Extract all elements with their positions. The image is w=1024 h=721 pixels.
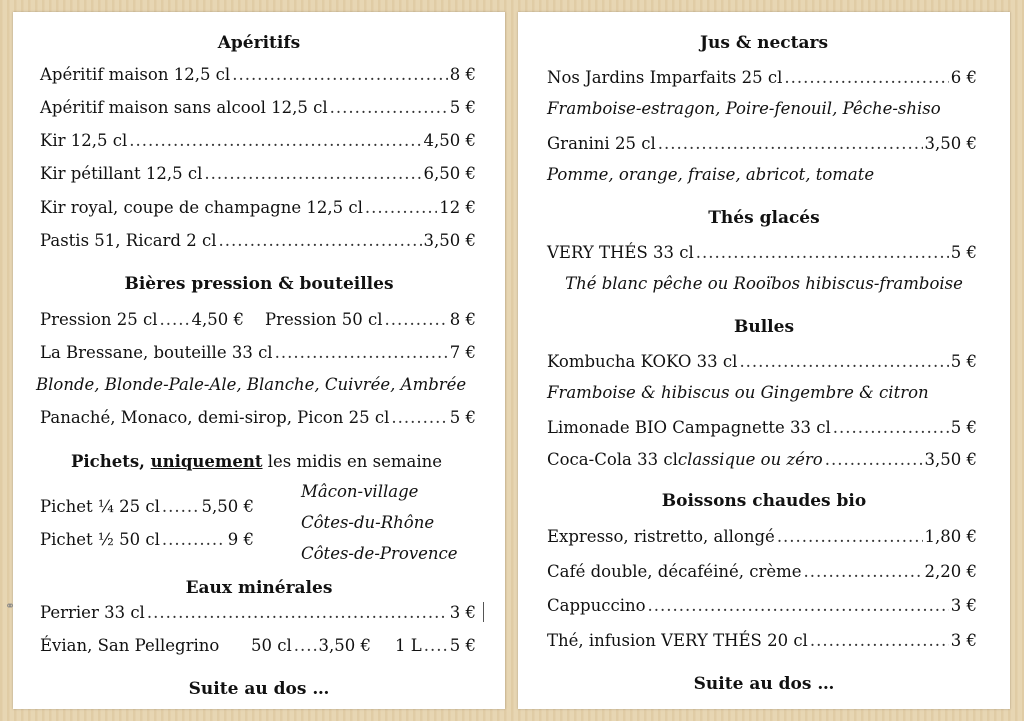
- item-size: 50 cl: [251, 636, 292, 655]
- section-title-bieres: Bières pression & bouteilles: [124, 274, 394, 294]
- menu-item-coca: [547, 448, 977, 472]
- item-name: Cappuccino: [547, 596, 646, 615]
- item-price: 5,50 €: [201, 497, 254, 516]
- menu-item: [547, 525, 977, 549]
- item-price: 5 €: [449, 98, 476, 117]
- item-name: Pichet ½ 50 cl: [40, 530, 160, 549]
- item-name: Perrier 33 cl: [40, 603, 145, 622]
- menu-item: [40, 96, 476, 120]
- menu-item-panache: [40, 406, 476, 430]
- item-name: Coca-Cola 33 cl: [547, 450, 678, 469]
- menu-item-bressane: [40, 341, 476, 365]
- menu-item: [40, 129, 476, 153]
- item-price: 3 €: [950, 596, 977, 615]
- item-name: Nos Jardins Imparfaits 25 cl: [547, 68, 783, 87]
- pichets-title-suffix: les midis en semaine: [262, 452, 442, 471]
- jardins-flavours: Framboise-estragon, Poire-fenouil, Pêche-shiso: [547, 99, 941, 118]
- bressane-varieties: Blonde, Blonde-Pale-Ale, Blanche, Cuivrée, Ambrée: [36, 375, 467, 394]
- item-price: 8 €: [449, 310, 476, 329]
- pichets-title-prefix: Pichets,: [71, 452, 151, 471]
- item-name: Expresso, ristretto, allongé: [547, 527, 775, 546]
- item-name: Café double, décaféiné, crème: [547, 562, 802, 581]
- wine-cotes-du-rhone: Côtes-du-Rhône: [301, 513, 435, 532]
- item-name: Panaché, Monaco, demi-sirop, Picon 25 cl: [40, 408, 390, 427]
- item-price: 3,50 €: [318, 636, 371, 655]
- menu-item-pichet-quart: [40, 495, 254, 519]
- menu-item: [40, 63, 476, 87]
- section-title-pichets: [71, 450, 442, 474]
- menu-item-evian-1l: [395, 634, 476, 658]
- item-price: 1,80 €: [924, 527, 977, 546]
- menu-item-kombucha: [547, 350, 977, 374]
- page-footer: Suite au dos …: [693, 674, 835, 694]
- item-price: 4,50 €: [191, 310, 244, 329]
- item-name: Apéritif maison 12,5 cl: [40, 65, 231, 84]
- item-price: 5 €: [950, 352, 977, 371]
- section-title-aperitifs: Apéritifs: [217, 33, 301, 53]
- item-price: 3,50 €: [924, 134, 977, 153]
- page-footer: Suite au dos …: [188, 679, 330, 699]
- item-name: Kir royal, coupe de champagne 12,5 cl: [40, 198, 363, 217]
- menu-item-very-thes: [547, 241, 977, 265]
- menu-item-pression-25: [40, 308, 244, 332]
- item-price: 5 €: [950, 243, 977, 262]
- wine-cotes-de-provence: Côtes-de-Provence: [301, 544, 458, 563]
- link-handle-icon: ⚭: [5, 599, 16, 613]
- granini-flavours: Pomme, orange, fraise, abricot, tomate: [547, 165, 875, 184]
- item-price: 6 €: [950, 68, 977, 87]
- menu-item-perrier: [40, 601, 476, 625]
- evian-name: Évian, San Pellegrino: [40, 636, 220, 655]
- item-price: 2,20 €: [924, 562, 977, 581]
- kombucha-flavours: Framboise & hibiscus ou Gingembre & citron: [547, 383, 929, 402]
- item-name: VERY THÉS 33 cl: [547, 243, 694, 262]
- menu-item: [40, 162, 476, 186]
- menu-item: [547, 629, 977, 653]
- text-cursor: [483, 602, 484, 622]
- menu-item-granini: [547, 132, 977, 156]
- menu-page-left: [5, 12, 505, 709]
- item-name: Kir pétillant 12,5 cl: [40, 164, 203, 183]
- item-price: 8 €: [449, 65, 476, 84]
- menu-item-limonade: [547, 416, 977, 440]
- section-title-jus: Jus & nectars: [699, 33, 829, 53]
- item-price: 3,50 €: [924, 450, 977, 469]
- item-name: Pichet ¼ 25 cl: [40, 497, 160, 516]
- item-price: 3 €: [449, 603, 476, 622]
- menu-item: [40, 229, 476, 253]
- wine-macon: Mâcon-village: [301, 482, 419, 501]
- item-price: 12 €: [439, 198, 476, 217]
- item-price: 9 €: [227, 530, 254, 549]
- item-price: 6,50 €: [423, 164, 476, 183]
- menu-item: [547, 594, 977, 618]
- item-name: Kir 12,5 cl: [40, 131, 128, 150]
- item-price: 5 €: [449, 636, 476, 655]
- item-name: La Bressane, bouteille 33 cl: [40, 343, 273, 362]
- section-title-thes-glaces: Thés glacés: [708, 208, 820, 228]
- menu-item-jardins: [547, 66, 977, 90]
- item-name: Pression 50 cl: [265, 310, 383, 329]
- menu-item-pichet-demi: [40, 528, 254, 552]
- item-name: Thé, infusion VERY THÉS 20 cl: [547, 631, 808, 650]
- section-title-chaudes: Boissons chaudes bio: [661, 491, 867, 511]
- item-name: Granini 25 cl: [547, 134, 656, 153]
- pichets-title-underlined: uniquement: [150, 452, 263, 471]
- item-name: Pression 25 cl: [40, 310, 158, 329]
- item-price: 3 €: [950, 631, 977, 650]
- coca-variants: classique ou zéro: [677, 450, 823, 469]
- item-name: Kombucha KOKO 33 cl: [547, 352, 738, 371]
- item-price: 5 €: [950, 418, 977, 437]
- very-thes-flavours: Thé blanc pêche ou Rooïbos hibiscus-framboise: [565, 274, 963, 293]
- item-name: Pastis 51, Ricard 2 cl: [40, 231, 217, 250]
- item-size: 1 L: [395, 636, 422, 655]
- item-price: 5 €: [449, 408, 476, 427]
- menu-item-evian-50: [251, 634, 371, 658]
- section-title-bulles: Bulles: [733, 317, 795, 337]
- menu-page-right: [518, 12, 1010, 709]
- item-name: Limonade BIO Campagnette 33 cl: [547, 418, 831, 437]
- item-price: 4,50 €: [423, 131, 476, 150]
- section-title-eaux: Eaux minérales: [185, 578, 333, 598]
- menu-item: [547, 560, 977, 584]
- item-price: 3,50 €: [423, 231, 476, 250]
- item-name: Apéritif maison sans alcool 12,5 cl: [40, 98, 328, 117]
- item-price: 7 €: [449, 343, 476, 362]
- menu-item: [40, 196, 476, 220]
- menu-item-pression-50: [265, 308, 476, 332]
